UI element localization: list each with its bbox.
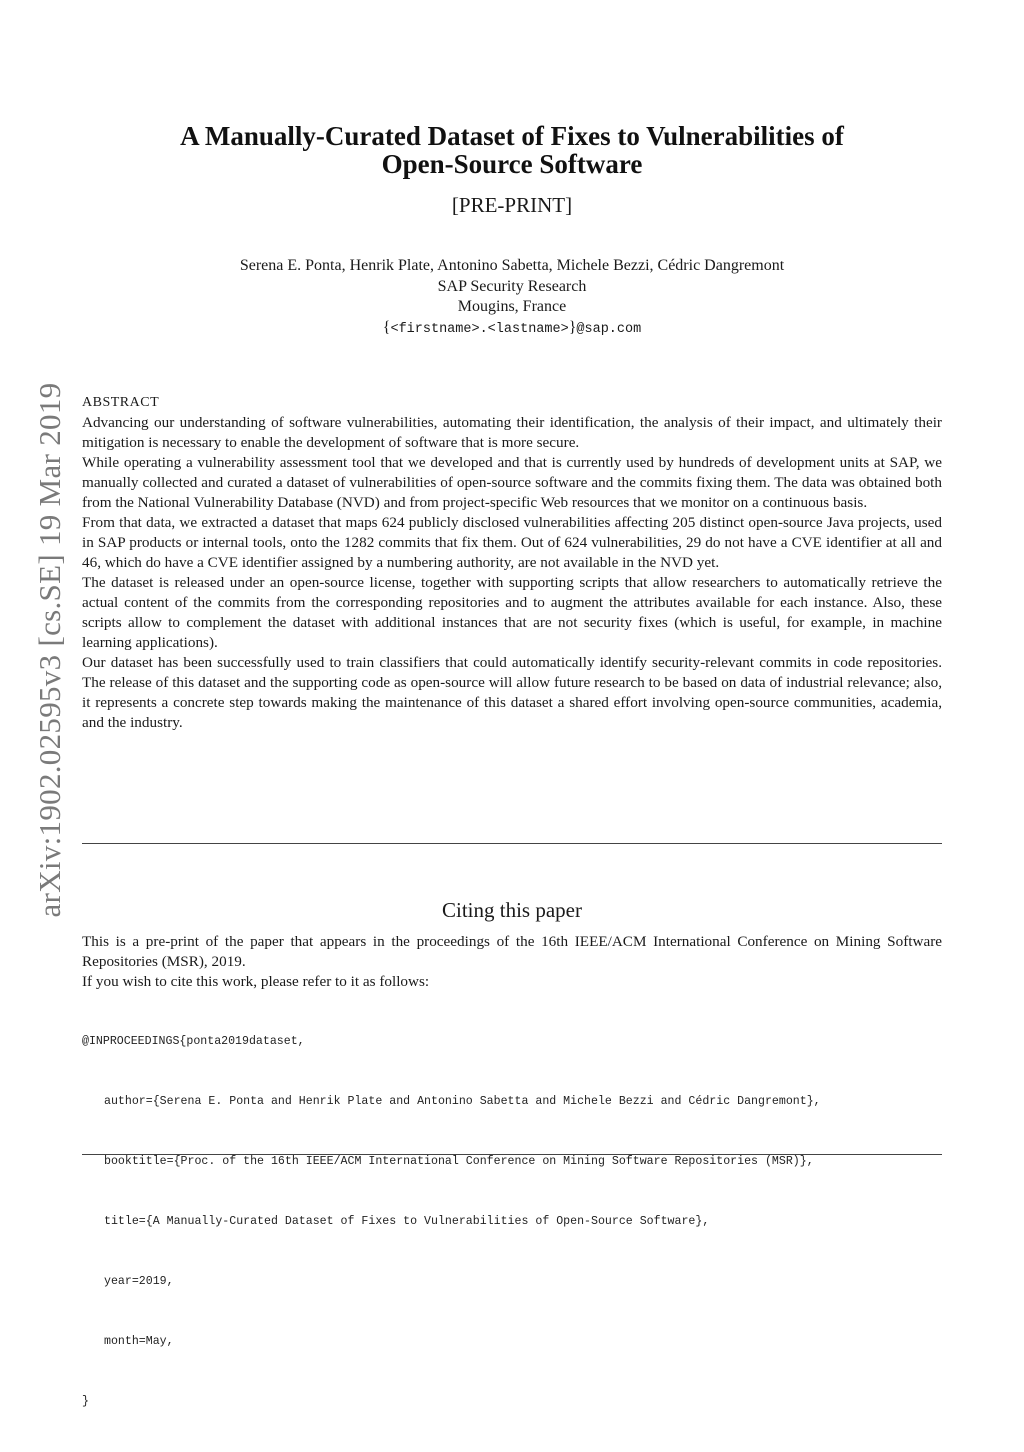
abstract-paragraph: From that data, we extracted a dataset that maps 624 publicly disclosed vulnerabilities affecting 205 distinct open-source Java projects, used in SAP products or internal tools, onto the 1282 commits that fix them. Out of 624 vulnerabilities, 29 do not have a CVE identifier at all and 46, which do have a CVE identifier assigned by a numbering authority, are not available in the NVD yet. bbox=[82, 514, 942, 571]
bibtex-line-close: } bbox=[82, 1395, 89, 1408]
section-divider-top bbox=[82, 843, 942, 844]
abstract-heading: ABSTRACT bbox=[82, 395, 160, 410]
author-location: Mougins, France bbox=[457, 298, 567, 315]
abstract-paragraph: Our dataset has been successfully used to train classifiers that could automatically identify security-relevant commits in code repositories. The release of this dataset and the supporting code as open-source will allow future research to be based on data of industrial relevance; also, it represents a concrete step towards making the maintenance of this dataset a shared effort involving open-source communities, academia, and the industry. bbox=[82, 654, 942, 731]
author-block bbox=[110, 256, 914, 340]
section-divider-bottom bbox=[82, 1154, 942, 1155]
citing-body bbox=[82, 932, 942, 992]
email-pattern: <firstname>.<lastname> bbox=[390, 321, 569, 337]
citing-heading: Citing this paper bbox=[442, 898, 582, 922]
citing-paragraph: This is a pre-print of the paper that appears in the proceedings of the 16th IEEE/ACM International Conference on Mining Software Repositories (MSR), 2019. bbox=[82, 933, 942, 970]
bibtex-entry bbox=[82, 992, 821, 1452]
arxiv-identifier-stamp: arXiv:1902.02595v3 [cs.SE] 19 Mar 2019 bbox=[32, 382, 67, 918]
bibtex-line-title: title={A Manually-Curated Dataset of Fixes to Vulnerabilities of Open-Source Software}, bbox=[104, 1215, 710, 1228]
author-affiliation: SAP Security Research bbox=[437, 277, 587, 295]
citing-paragraph: If you wish to cite this work, please refer to it as follows: bbox=[82, 973, 430, 990]
bibtex-line-year: year=2019, bbox=[104, 1275, 174, 1288]
abstract-paragraph: Advancing our understanding of software vulnerabilities, automating their identification, the analysis of their impact, and ultimately their mitigation is necessary to enable the development of software that is more secure. bbox=[82, 414, 942, 451]
bibtex-line-entry: @INPROCEEDINGS{ponta2019dataset, bbox=[82, 1035, 305, 1048]
abstract-body bbox=[82, 413, 942, 733]
bibtex-line-author: author={Serena E. Ponta and Henrik Plate and Antonino Sabetta and Michele Bezzi and Cédric Dangremont}, bbox=[104, 1095, 821, 1108]
abstract-paragraph: The dataset is released under an open-source license, together with supporting scripts that allow researchers to automatically retrieve the actual content of the commits from the corresponding repositories and to augment the attributes available for each instance. Also, these scripts allow to complement the dataset with additional instances that are not security fixes (which is useful, for example, in machine learning applications). bbox=[82, 574, 942, 651]
preprint-label: [PRE-PRINT] bbox=[451, 193, 573, 217]
paper-title-line-1: A Manually-Curated Dataset of Fixes to Vulnerabilities of bbox=[180, 121, 844, 151]
author-names: Serena E. Ponta, Henrik Plate, Antonino Sabetta, Michele Bezzi, Cédric Dangremont bbox=[239, 257, 785, 274]
email-domain: @sap.com bbox=[576, 321, 642, 337]
email-brace-open: { bbox=[382, 318, 391, 336]
bibtex-line-month: month=May, bbox=[104, 1335, 174, 1348]
paper-title-line-2: Open-Source Software bbox=[381, 149, 643, 179]
email-brace-close: } bbox=[568, 318, 577, 336]
paper-title bbox=[110, 122, 914, 178]
abstract-paragraph: While operating a vulnerability assessment tool that we developed and that is currently used by hundreds of development units at SAP, we manually collected and curated a dataset of vulnerabilities of open-source software and the commits fixing them. The data was obtained both from the National Vulnerability Database (NVD) and from project-specific Web resources that we monitor on a continuous basis. bbox=[82, 454, 942, 511]
bibtex-line-booktitle: booktitle={Proc. of the 16th IEEE/ACM International Conference on Mining Software Repositories (MSR)}, bbox=[104, 1155, 814, 1168]
author-email bbox=[110, 318, 914, 341]
